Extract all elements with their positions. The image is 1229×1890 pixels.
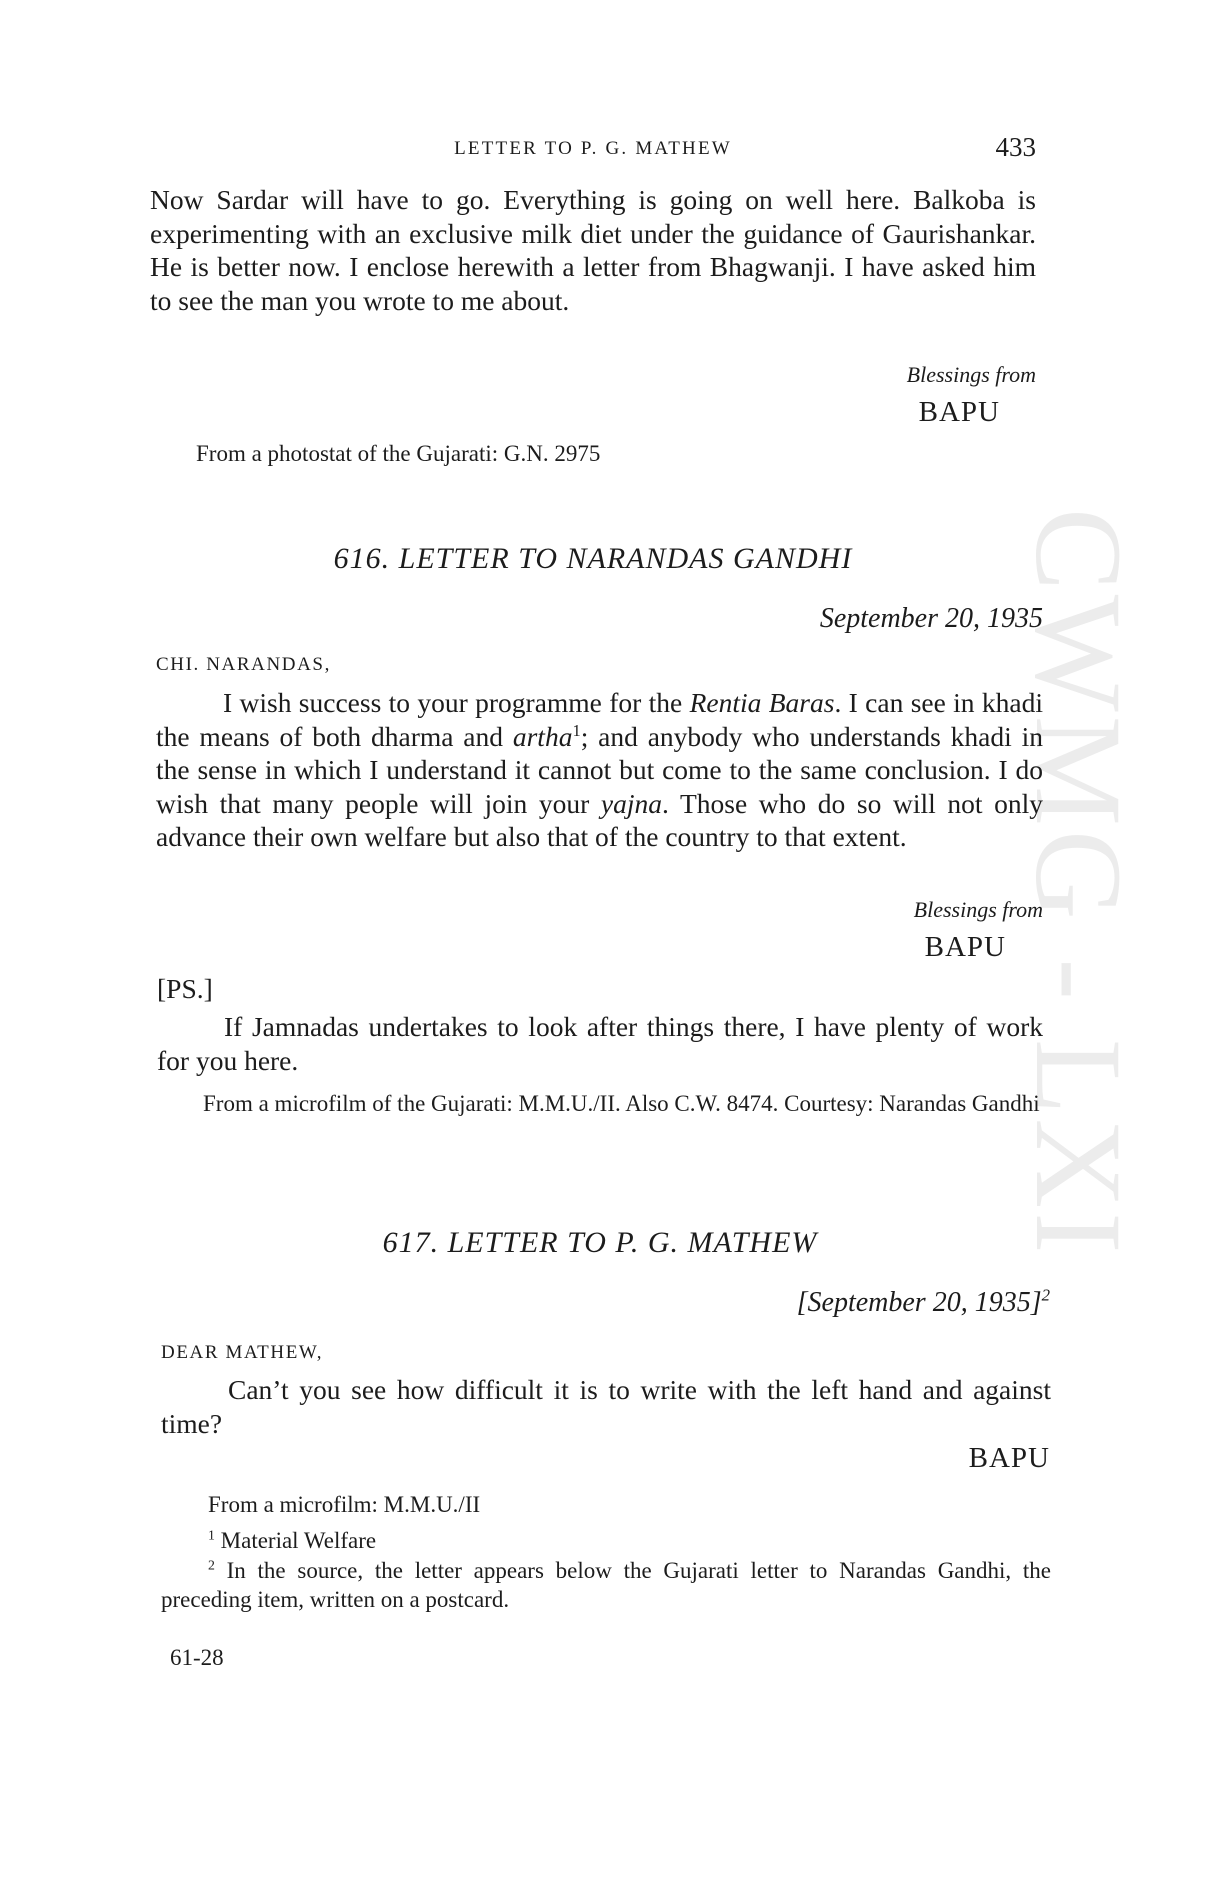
italic-term: Rentia Baras bbox=[689, 687, 835, 718]
signature bbox=[700, 1442, 1050, 1475]
footnote-text: Material Welfare bbox=[220, 1528, 377, 1553]
footnote-ref: 1 bbox=[572, 720, 581, 740]
page-number: 433 bbox=[995, 132, 1036, 162]
source-note: From a photostat of the Gujarati: G.N. 2975 bbox=[196, 441, 601, 466]
signature bbox=[700, 931, 1006, 964]
letter-paragraph bbox=[156, 686, 1043, 854]
footnote-text: In the source, the letter appears below the Gujarati letter to Narandas Gandhi, the preceding item, written on a postcard. bbox=[161, 1558, 1051, 1612]
ps-label: [PS.] bbox=[157, 973, 213, 1004]
continued-letter-paragraph: Now Sardar will have to go. Everything is going on well here. Balkoba is experimenting with an exclusive milk diet under the guidance of Gaurishankar. He is better now. I enclose herewith a letter from Bhagwanji. I have asked him to see the man you wrote to me about. bbox=[150, 184, 1036, 316]
text-run: I wish success to your programme for the bbox=[223, 687, 690, 718]
letter-date bbox=[700, 1287, 1050, 1319]
source-note: From a microfilm of the Gujarati: M.M.U./II. Also C.W. 8474. Courtesy: Narandas Gandhi bbox=[203, 1091, 1040, 1116]
date-text: [September 20, 1935] bbox=[796, 1287, 1042, 1318]
italic-term: yajna bbox=[600, 787, 662, 819]
footnote bbox=[161, 1526, 1051, 1555]
blessing-line: Blessings from bbox=[913, 897, 1043, 922]
italic-term: artha bbox=[512, 720, 573, 752]
text-run: . Those who do so will not only advance their own welfare but also that of the country to that extent. bbox=[156, 787, 1043, 853]
ps-paragraph: If Jamnadas undertakes to look after things there, I have plenty of work for you here. bbox=[157, 1011, 1043, 1076]
watermark: CWMG - LXI bbox=[1010, 508, 1147, 1258]
footnote-mark: 2 bbox=[208, 1557, 215, 1573]
letter-title: 616. LETTER TO NARANDAS GANDHI bbox=[333, 542, 853, 575]
running-head: LETTER TO P. G. MATHEW bbox=[454, 138, 732, 159]
footnote-mark: 1 bbox=[208, 1527, 215, 1543]
source-note: From a microfilm: M.M.U./II bbox=[208, 1492, 481, 1517]
footnote-ref: 2 bbox=[1041, 1285, 1050, 1305]
signature-text: BAPU bbox=[918, 396, 1000, 428]
letter-paragraph: Can’t you see how difficult it is to write with the left hand and against time? bbox=[161, 1374, 1051, 1439]
footnote bbox=[161, 1556, 1051, 1614]
text-run: ; and anybody who understands khadi in the sense in which I understand it cannot but come to the same conclusion. I do wish that many people will join your bbox=[156, 720, 1043, 819]
folio-number: 61-28 bbox=[170, 1645, 224, 1670]
signature bbox=[700, 396, 1000, 429]
text-run: . I can see in khadi the means of both dharma and bbox=[156, 687, 1043, 752]
letter-title: 617. LETTER TO P. G. MATHEW bbox=[382, 1226, 818, 1259]
letter-date: September 20, 1935 bbox=[819, 603, 1043, 634]
salutation: DEAR MATHEW, bbox=[161, 1342, 324, 1363]
salutation: CHI. NARANDAS, bbox=[156, 654, 331, 675]
signature-text: BAPU bbox=[924, 931, 1006, 963]
blessing-line: Blessings from bbox=[906, 362, 1036, 387]
signature-text: BAPU bbox=[968, 1442, 1050, 1474]
page-header bbox=[150, 132, 1036, 168]
